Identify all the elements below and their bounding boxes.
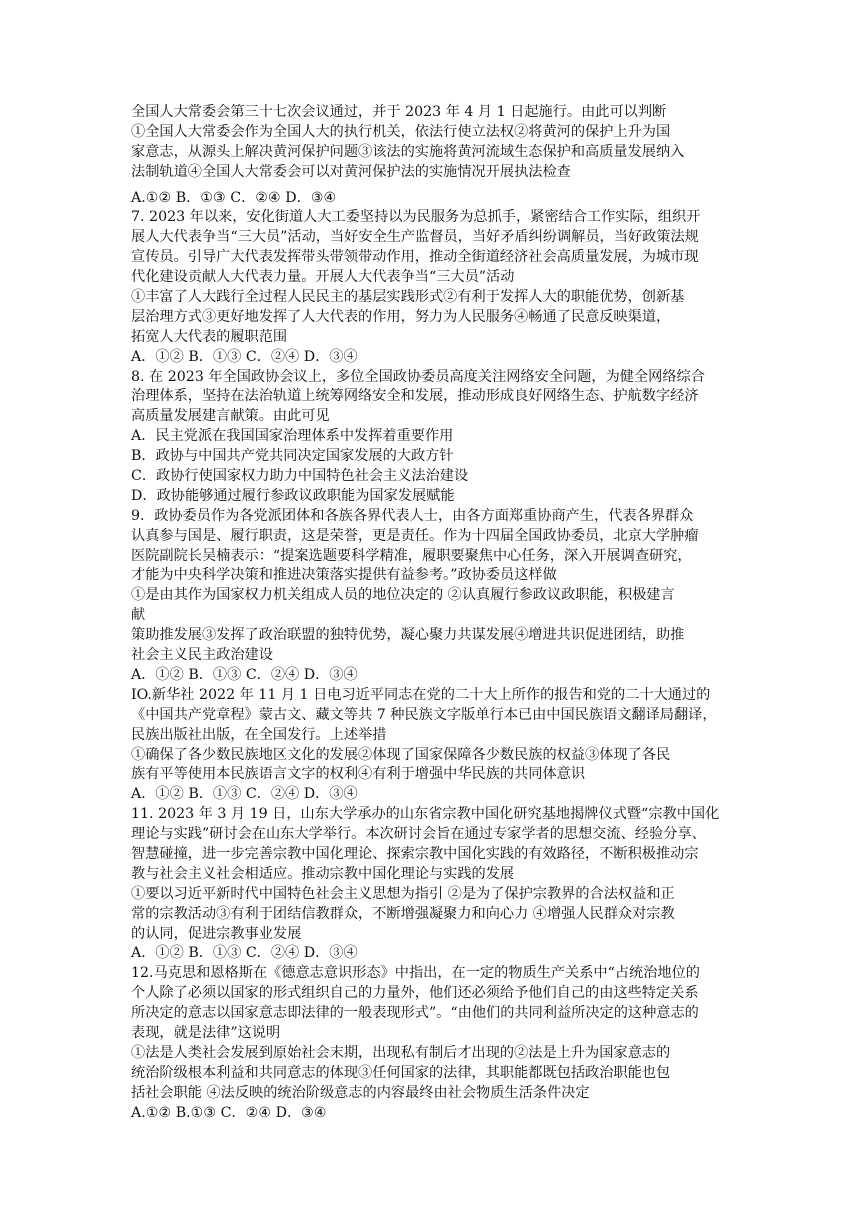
text-line: 常的宗教活动③有利于团结信教群众，不断增强凝聚力和向心力 ④增强人民群众对宗教 xyxy=(131,905,675,922)
question-7-text: 7. 2023 年以来，安化街道人大工委坚持以为民服务为总抓手，紧密结合工作实际，组织开 xyxy=(131,209,701,226)
text-line: 认真参与国是、履行职责，这是荣誉，更是责任。作为十四届全国政协委员，北京大学肿瘤 xyxy=(131,527,699,544)
text-line: 高质量发展建言献策。由此可见 xyxy=(131,408,330,425)
text-line: ①丰富了人大践行全过程人民民主的基层实践形式②有利于发挥人大的职能优势，创新基 xyxy=(131,289,685,306)
option-c: C．政协行使国家权力助力中国特色社会主义法治建设 xyxy=(131,468,469,485)
text-line: 民族出版社出版，在全国发行。上述举措 xyxy=(131,726,387,743)
text-line: 家意志，从源头上解决黄河保护问题③该法的实施将黄河流域生态保护和高质量发展纳入 xyxy=(131,143,685,160)
text-line: 统治阶级根本利益和共同意志的体现③任何国家的法律，其职能都既包括政治职能也包 xyxy=(131,1064,671,1081)
text-line: 族有平等使用本民族语言文字的权利④有利于增强中华民族的共同体意识 xyxy=(131,766,586,783)
text-line: 全国人大常委会第三十七次会议通过，并于 2023 年 4 月 1 日起施行。由此可以判断 xyxy=(131,104,667,120)
text-line: 括社会职能 ④法反映的统治阶级意志的内容最终由社会物质生活条件决定 xyxy=(131,1084,590,1101)
text-line: 献 xyxy=(131,607,146,624)
text-line: 策助推发展③发挥了政治联盟的独特优势，凝心聚力共谋发展④增进共识促进团结，助推 xyxy=(131,627,685,644)
text-line: 的认同，促进宗教事业发展 xyxy=(131,925,302,942)
text-line: 才能为中央科学决策和推进决策落实提供有益参考。”政协委员这样做 xyxy=(131,567,557,584)
text-line: ①是由其作为国家权力机关组成人员的地位决定的 ②认真履行参政议政职能，积极建言 xyxy=(131,587,675,604)
text-line: 代化建设贡献人大代表力量。开展人大代表争当“三大员”活动 xyxy=(131,269,515,286)
option-a: A．民主党派在我国国家治理体系中发挥着重要作用 xyxy=(131,428,454,445)
text-line: 《中国共产党章程》蒙古文、藏文等共 7 种民族文字版单行本已由中国民族语文翻译局翻译， xyxy=(131,706,717,723)
text-line: 教与社会主义社会相适应。推动宗教中国化理论与实践的发展 xyxy=(131,865,515,882)
answer-options: A．①② B．①③ C．②④ D．③④ xyxy=(131,348,358,365)
text-line: ①确保了各少数民族地区文化的发展②体现了国家保障各少数民族的权益③体现了各民 xyxy=(131,746,671,763)
question-10-text: IO.新华社 2022 年 11 月 1 日电习近平同志在党的二十大上所作的报告和党的二十大通过的 xyxy=(131,686,711,703)
option-b: B．政协与中国共产党共同决定国家发展的大政方针 xyxy=(131,448,454,465)
text-line: 层治理方式③更好地发挥了人大代表的作用，努力为人民服务④畅通了民意反映渠道， xyxy=(131,308,671,325)
text-line: ①要以习近平新时代中国特色社会主义思想为指引 ②是为了保护宗教界的合法权益和正 xyxy=(131,885,675,902)
text-line: ①全国人大常委会作为全国人大的执行机关，依法行使立法权②将黄河的保护上升为国 xyxy=(131,123,671,140)
text-line: 理论与实践”研讨会在山东大学举行。本次研讨会旨在通过专家学者的思想交流、经验分享、 xyxy=(131,826,706,843)
question-8-text: 8. 在 2023 年全国政协会议上，多位全国政协委员高度关注网络安全问题，为健全网络综合 xyxy=(131,368,705,385)
text-line: 宣传员。引导广大代表发挥带头带领带动作用，推动全街道经济社会高质量发展，为城市现 xyxy=(131,249,699,266)
text-line: 医院副院长吴楠表示：“提案选题要科学精准，履职要聚焦中心任务，深入开展调查研究， xyxy=(131,547,692,564)
answer-options: A．①② B．①③ C．②④ D．③④ xyxy=(131,945,358,962)
text-line: 所决定的意志以国家意志即法律的一般表现形式”。“由他们的共同利益所决定的这种意志的 xyxy=(131,1005,699,1022)
option-d: D．政协能够通过履行参政议政职能为国家发展赋能 xyxy=(131,487,455,504)
text-line: ①法是人类社会发展到原始社会末期，出现私有制后才出现的②法是上升为国家意志的 xyxy=(131,1044,671,1061)
text-line: 社会主义民主政治建设 xyxy=(131,647,273,664)
text-line: 拓宽人大代表的履职范围 xyxy=(131,328,288,345)
text-line: 智慧碰撞，进一步完善宗教中国化理论、探索宗教中国化实践的有效路径，不断积极推动宗 xyxy=(131,845,699,862)
text-line: 展人大代表争当“三大员”活动，当好安全生产监督员，当好矛盾纠纷调解员，当好政策法规 xyxy=(131,229,699,246)
answer-options: A．①② B．①③ C．②④ D．③④ xyxy=(131,786,358,803)
answer-options: A．①② B．①③ C．②④ D．③④ xyxy=(131,666,358,683)
answer-options: A.①② B．①③ C．②④ D．③④ xyxy=(131,189,337,206)
question-9-text: 9．政协委员作为各党派团体和各族各界代表人士，由各方面郑重协商产生，代表各界群众 xyxy=(131,507,694,524)
exam-page xyxy=(131,103,745,1123)
text-line: 表现，就是法律”这说明 xyxy=(131,1024,281,1041)
text-line: 治理体系，坚持在法治轨道上统筹网络安全和发展，推动形成良好网络生态、护航数字经济 xyxy=(131,388,699,405)
answer-options: A.①② B.①③ C．②④ D．③④ xyxy=(131,1104,327,1121)
question-11-text: 11. 2023 年 3 月 19 日，山东大学承办的山东省宗教中国化研究基地揭牌仪式暨“宗教中国化 xyxy=(131,806,720,823)
text-line: 法制轨道④全国人大常委会可以对黄河保护法的实施情况开展执法检查 xyxy=(131,163,571,180)
question-12-text: 12.马克思和恩格斯在《德意志意识形态》中指出，在一定的物质生产关系中“占统治地位的 xyxy=(131,965,700,982)
text-line: 个人除了必须以国家的形式组织自己的力量外，他们还必须给予他们自己的由这些特定关系 xyxy=(131,985,699,1002)
